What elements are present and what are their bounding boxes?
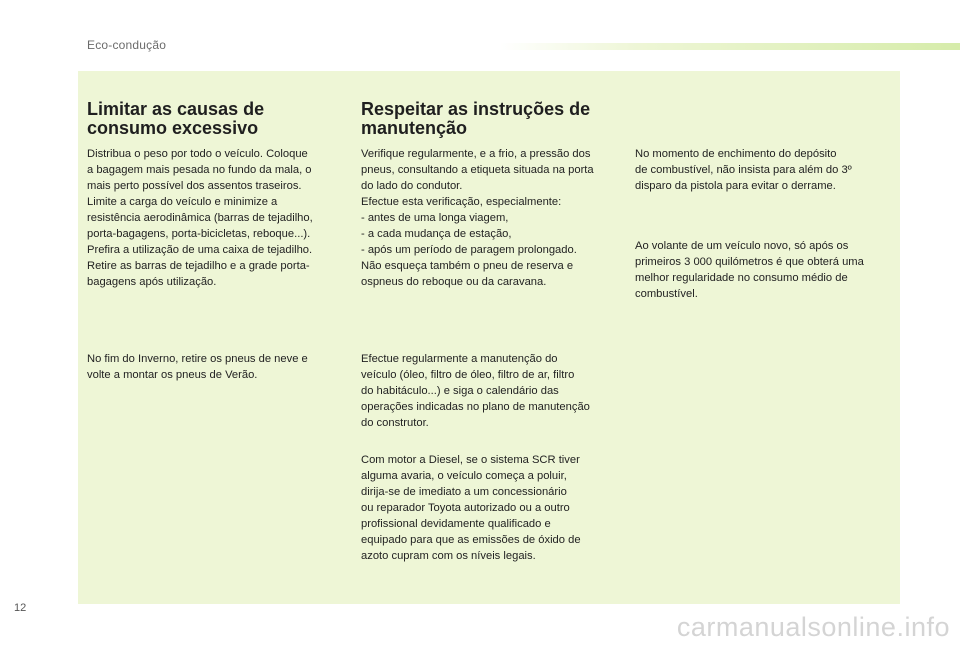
column-maintenance (361, 100, 621, 138)
page-number: 12 (14, 602, 27, 614)
paragraph-weight-distribution: Distribua o peso por todo o veículo. Coloque a bagagem mais pesada no fundo da mala, o mais perto possível dos assentos traseiros. Limite a carga do veículo e minimize a resistência aerodinâmica (barras de tejadilho, porta-bagagens, porta-bicicletas, reboque...). Prefira a utilização de uma caixa de tejadilho. Retire as barras de tejadilho e a grade porta- bagagens após utilização. (87, 148, 313, 288)
watermark: carmanualsonline.info (676, 612, 950, 642)
header-gradient-bar (500, 43, 960, 50)
heading-maintenance: Respeitar as instruções de manutenção (361, 99, 591, 138)
heading-limit-consumption: Limitar as causas de consumo excessivo (87, 99, 265, 138)
paragraph-diesel-scr: Com motor a Diesel, se o sistema SCR tiver alguma avaria, o veículo começa a poluir, dirija-se de imediato a um concessionário ou reparador Toyota autorizado ou a outro profissional devidamente qualificado e equipado para que as emissões de óxido de azoto cupram com os níveis legais. (361, 454, 581, 562)
column-consumption (87, 100, 347, 138)
paragraph-winter-tyres: No fim do Inverno, retire os pneus de neve e volte a montar os pneus de Verão. (87, 353, 308, 381)
paragraph-regular-maintenance: Efectue regularmente a manutenção do veículo (óleo, filtro de óleo, filtro de ar, filtro do habitáculo...) e siga o calendário das operações indicadas no plano de manutenção do construtor. (361, 353, 590, 429)
paragraph-new-vehicle: Ao volante de um veículo novo, só após os primeiros 3 000 quilómetros é que obterá uma melhor regularidade no consumo médio de combustível. (635, 240, 864, 300)
paragraph-refuelling: No momento de enchimento do depósito de combustível, não insista para além do 3º disparo da pistola para evitar o derrame. (635, 148, 852, 192)
paragraph-tyre-pressure: Verifique regularmente, e a frio, a pressão dos pneus, consultando a etiqueta situada na porta do lado do condutor. Efectue esta verificação, especialmente: - antes de uma longa viagem, - a cada mudança de estação, - após um período de paragem prolongado. Não esqueça também o pneu de reserva e ospneus do reboque ou da caravana. (361, 148, 594, 288)
section-title: Eco-condução (87, 38, 167, 52)
